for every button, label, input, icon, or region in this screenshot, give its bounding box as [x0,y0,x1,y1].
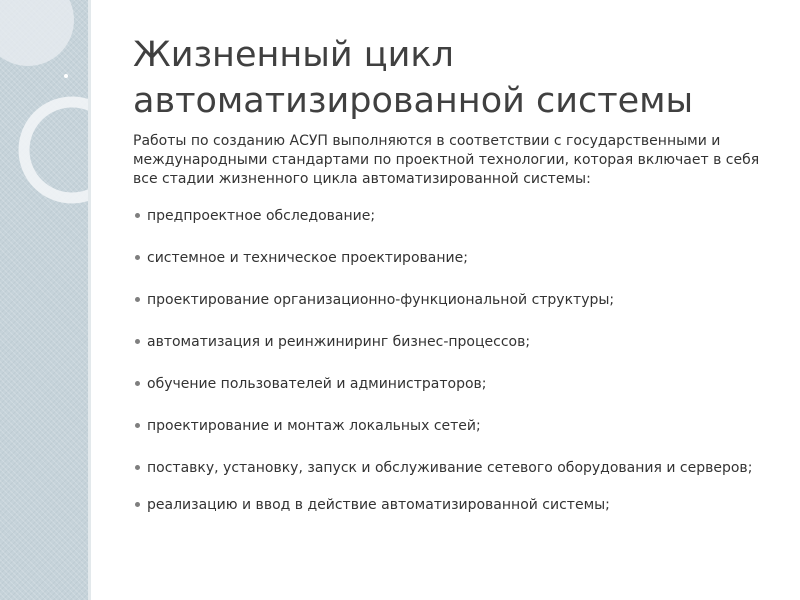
list-item [133,249,753,267]
bullet-dot-icon [135,381,140,386]
ring-shape [24,102,88,198]
list-item [133,291,753,309]
list-item-text: реализацию и ввод в действие автоматизированной системы; [147,497,610,513]
list-item-text: обучение пользователей и администраторов; [147,376,487,392]
bullet-dot-icon [135,255,140,260]
list-item-text: системное и техническое проектирование; [147,250,468,266]
list-item-text: поставку, установку, запуск и обслуживание сетевого оборудования и серверов; [147,460,753,476]
list-item-text: проектирование организационно-функциональной структуры; [147,292,615,308]
bullet-list [133,207,753,538]
list-item [133,375,753,393]
bullet-dot-icon [135,339,140,344]
bullet-dot-icon [135,213,140,218]
bullet-dot-icon [135,423,140,428]
decorative-sidebar [0,0,88,600]
sidebar-divider [88,0,91,600]
large-circle-shape [0,0,74,66]
list-item-text: предпроектное обследование; [147,208,376,224]
slide-title-line-1: Жизненный цикл [133,35,454,75]
slide-title-line-2: автоматизированной системы [133,81,694,121]
list-item [133,496,753,514]
list-item [133,207,753,225]
bullet-dot-icon [135,297,140,302]
list-item [133,459,753,477]
bullet-dot-icon [135,502,140,507]
small-dot-shape [64,74,68,78]
list-item-text: проектирование и монтаж локальных сетей; [147,418,481,434]
slide-title [133,32,773,124]
list-item [133,333,753,351]
bullet-dot-icon [135,465,140,470]
list-item-text: автоматизация и реинжиниринг бизнес-процессов; [147,334,531,350]
intro-paragraph: Работы по созданию АСУП выполняются в соответствии с государственными и международными стандартами по проектной технологии, которая включает в себя все стадии жизненного цикла автоматизированной системы: [133,133,760,187]
decorative-circles [0,0,88,600]
list-item [133,417,753,435]
